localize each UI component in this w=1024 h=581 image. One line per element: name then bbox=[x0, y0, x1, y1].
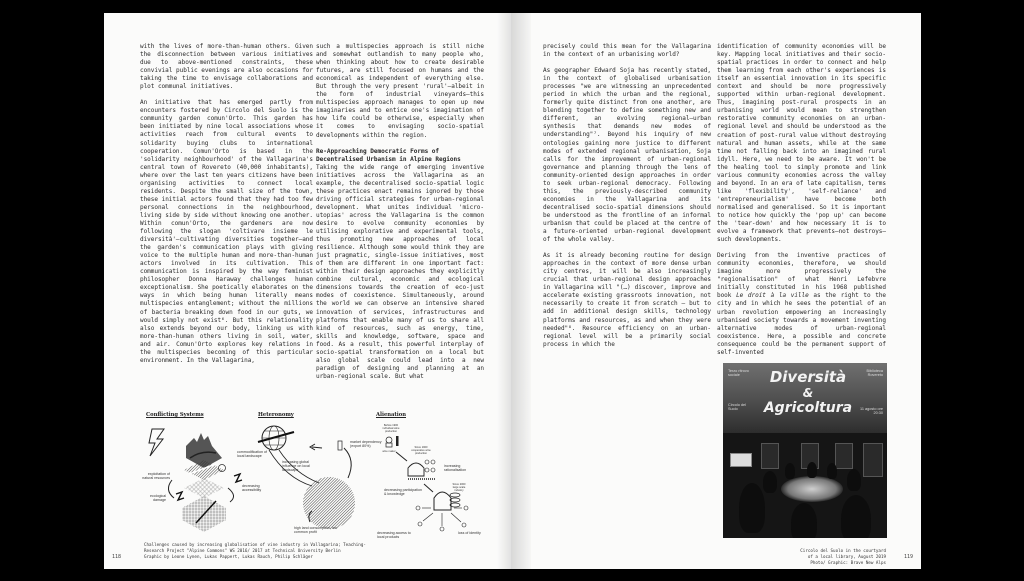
section-heading bbox=[316, 148, 484, 164]
label-market-dependency: market dependency (export 80%) bbox=[350, 440, 382, 449]
gutter-shadow bbox=[497, 13, 511, 569]
gutter-shadow bbox=[511, 13, 531, 569]
landscape-circle bbox=[303, 477, 355, 529]
label-since-1900: Since 1900 cooperative wine production bbox=[411, 446, 431, 455]
cooperative-icon bbox=[408, 460, 436, 479]
heading-line: Re-Approaching Democratic Forms of bbox=[316, 147, 440, 155]
paragraph: As geographer Edward Soja has recently stated, in the context of globalised urbanisation processes "we are witnessing an unprecedented period in which the urban and the regional, formerly quite distinct from one another, are blending together to define something new and different, an evolving regional–urban synthesis that demands new modes of understanding"⁷. Beyond his inquiry of new ontologies gaining more justice to different modes of extended regional urbanisation, Soja calls for the improvement of urban-regional governance and planning through the lens of community-oriented design approaches in order to seek urban-regional democracy. Following this, the previously-described community economies in the Vallagarina and its decentralised socio-spatial dimensions should be understood as the frontline of an informal urbanism that could be placed at the centre of a future-oriented urban-regional development of the whole valley. bbox=[543, 67, 711, 244]
text-run: as the right to the city and in which he sees the potential of an urban revolution empowering an increasingly urbanised society towards a movement inventing alternative modes of urban-regional coexistence. Here, a possible and concrete consequence could be the permanent support of self-invented bbox=[717, 292, 886, 356]
paragraph: Taking the wide range of emerging inventive initiatives across the Vallagarina as an example, the decentralised socio-spatial logic these practices enact remains ignored by those driving official strategies for urban-regional development. What unites individual 'micro-utopias' across the Vallagarina is the common desire to evolve community economies by utilising explorative and experimental tools, thus promoting new approaches of local resilience. Although some would think they are just pragmatic, single-issue initiatives, most of them are different in one important fact: within their design approaches they explicitly combine cultural, economic and ecological dimensions towards the creation of eco-just modes of coexistence. Simultaneously, around the world we can observe an intensive shared innovation of services, infrastructures and platforms that enable many of us to share all kind of resources, such as energy, time, skills and knowledge, software, space and food. As a result, this powerful interplay of socio-spatial transformation on a local but also global scale could lead into a new paradigm of designing and planning at an urban-regional scale. But what bbox=[316, 163, 484, 380]
globe-icon bbox=[258, 426, 294, 450]
grid-layer bbox=[184, 478, 224, 498]
label-ecological-damage: ecological damage bbox=[150, 494, 166, 503]
person bbox=[847, 469, 861, 491]
poster-title-agricoltura: Agricoltura bbox=[763, 400, 853, 416]
text-column-2 bbox=[316, 43, 484, 381]
person bbox=[807, 462, 817, 478]
label-decreasing-access: decreasing access to local products bbox=[377, 531, 411, 540]
caption-line: Challenges caused by increasing globalisation of vine industry in Vallagarina; Teaching- bbox=[144, 542, 366, 547]
window bbox=[761, 443, 779, 469]
text-column-3 bbox=[543, 43, 711, 357]
bottle-icon bbox=[338, 441, 342, 450]
paragraph: As it is already becoming routine for design approaches in the context of more dense urban city centres, it will be also increasingly crucial that urban-regional design approaches in Vallagarina will "(…) discover, improve and accelerate existing grassroots innovation, not necessarily to create it from scratch – but to add in additional design skills, technology platforms and resources, as and when they were needed"⁸. Resource efficiency on an urban-regional level will be a primarily social process in which the bbox=[543, 252, 711, 348]
person bbox=[785, 463, 795, 479]
paragraph: such a multispecies approach is still niche and somewhat outlandish to many people who, when thinking about how to create desirable futures, are still focused on humans and the economical as independent of everything else. But through the very present 'rural'—albeit in the form of industrial vineyards—this multispecies approach manages to open up new imaginaries and to entice one's imagination of how life could be otherwise, especially when it comes to envisaging socio-spatial developments within the region. bbox=[316, 43, 484, 139]
caption-line: Photo/ Graphic: Brave New Alps bbox=[810, 560, 886, 565]
paragraph: An initiative that has emerged partly from encounters fostered by Circolo del Suolo is the community garden comun'Orto. This garden has been initiated by nine local associations whose activities reach from cultural events to solidarity buying clubs to international cooperation. Comun'Orto is based in the 'solidarity neighbourhood' of the Vallagarina's central town of Rovereto (40,000 inhabitants), where over the last ten years citizens have been organising activities to connect local residents. Despite the small size of the town, these initial actors found that they had too few personal connections in the neighbourhood, living side by side without knowing one another. Within comun'Orto, the gardeners are now following the slogan 'coltivare insieme le diversità'—cultivating diversities together—and the garden's communication plays with giving voice to the multiple human and more-than-human actors involved in its cultivation. This communication is inspired by the way feminist philosopher Donna Haraway challenges human exceptionalism. She poetically elaborates on the ways in which being human literally means multispecies entanglement; without the millions of bacteria breaking down food in our guts, we would simply not exist⁶. But this relationality also extends beyond our body, linking us with more-than-human others living in soil, water, and air. Comun'Orto explores key relations in the multispecies becoming of this particular environment. In the Vallagarina, bbox=[140, 99, 313, 364]
label-exploitation: exploitation of natural resources bbox=[142, 472, 170, 481]
panel-title-heteronomy: Heteronomy bbox=[258, 412, 294, 418]
window bbox=[835, 443, 853, 469]
text-column-4 bbox=[717, 43, 886, 365]
vineyard-layer bbox=[184, 460, 224, 480]
label-since-2000: Since 2000 large scale industry bbox=[452, 483, 466, 492]
person bbox=[841, 495, 871, 538]
caption-line: Research Project "Alpine Commons" WS 2016/ 2017 at Technical University Berlin bbox=[144, 548, 341, 553]
heading-line: Decentralised Urbanism in Alpine Regions bbox=[316, 155, 461, 163]
table-light bbox=[781, 476, 843, 502]
page-number-left: 118 bbox=[112, 554, 122, 560]
label-loss-of-identity: loss of identity bbox=[458, 531, 481, 535]
poster-text-library: Biblioteca Rovereto bbox=[866, 369, 883, 378]
label-decreasing-accessibility: decreasing accessibility bbox=[242, 484, 262, 493]
window bbox=[863, 443, 883, 477]
text-run: Deriving from the inventive practices of community economies, therefore, we should imagine more progressively the "regionalisation" of what Henri Lefebvre initially constituted in his 1968 published book bbox=[717, 252, 886, 300]
caption-line: Graphic by Leone Lynen, Lukas Pappert, Lukas Rauch, Philip Schläger bbox=[144, 554, 313, 559]
left-page bbox=[104, 13, 511, 569]
lightning-icon bbox=[149, 429, 164, 456]
paragraph bbox=[717, 252, 886, 357]
figure-caption bbox=[144, 542, 464, 560]
label-wine-maker: wine maker bbox=[382, 450, 396, 453]
person bbox=[827, 463, 837, 479]
label-commodification: commodification of local landscape bbox=[237, 450, 267, 459]
label-decreasing-participation: decreasing participation & knowledge bbox=[384, 488, 422, 497]
projector-screen bbox=[730, 453, 752, 467]
event-photo bbox=[723, 363, 887, 538]
person bbox=[763, 471, 777, 493]
paragraph: precisely could this mean for the Vallagarina in the context of an urbanising world? bbox=[543, 43, 711, 59]
industry-icon bbox=[434, 492, 460, 510]
figure-diagram bbox=[124, 398, 484, 540]
paragraph: with the lives of more-than-human others. Given the disconnection between various initiatives due to above-mentioned constraints, these convivial public evenings are also occasions for taking the time to envisage collaborations and plot communal initiatives. bbox=[140, 43, 313, 91]
panel-title-conflicting-systems: Conflicting Systems bbox=[146, 412, 204, 418]
person bbox=[739, 483, 765, 533]
text-column-1 bbox=[140, 43, 313, 373]
paragraph: identification of community economies will be key. Mapping local initiatives and their socio-spatial practices in order to connect and help them learning from each other's experiences is itself an essential innovation in its specific context and should be more progressively supported within urban-regional development. Thus, imagining post-rural prospects in an urbanising world would mean to strengthen restorative community economies on an urban-regional level and should be understood as the creation of post-rural value without destroying natural and human assets, while at the same time not falling back into an imagined rural idyll. Here, we need to be aware. It won't be the healing tool to simply promote and link various community economies across the valley and beyond. In an era of late capitalism, terms like 'flexibility', 'self-reliance' and 'entrepreneurialism' have become both normalised and generalised. So it is important to notice how quickly the 'pop up' can become the 'tear-down' and how necessary it is to evolve a framework that prevents—not destroys—such developments. bbox=[717, 43, 886, 244]
label-before-1900: Before 1900 individual wine production bbox=[382, 424, 400, 433]
poster-title-diversita: Diversità bbox=[769, 368, 847, 386]
right-page bbox=[511, 13, 921, 569]
panel-title-alienation: Alienation bbox=[376, 412, 406, 418]
poster-text-terzo-ritrovo: Terzo ritrovo sociale bbox=[728, 369, 749, 378]
page-number-right: 119 bbox=[903, 554, 913, 560]
label-rationalisation: increasing rationalisation bbox=[444, 464, 467, 473]
poster-title-ampersand: & bbox=[802, 386, 814, 400]
label-land-consumption: high land consumption, low common profit bbox=[294, 526, 338, 535]
poster-text-date: 11 agosto ore 20:30 bbox=[860, 407, 883, 416]
photo-caption bbox=[731, 548, 886, 566]
label-global-influence: increasing global influence on local landscape bbox=[282, 460, 310, 473]
caption-line: Circolo del Suolo in the courtyard bbox=[800, 548, 886, 553]
book-title: Le droit à la ville bbox=[736, 292, 809, 300]
poster-text-circolo: Circolo del Suolo bbox=[728, 403, 746, 412]
person bbox=[791, 503, 817, 538]
caption-line: of a local library, August 2019 bbox=[807, 554, 886, 559]
